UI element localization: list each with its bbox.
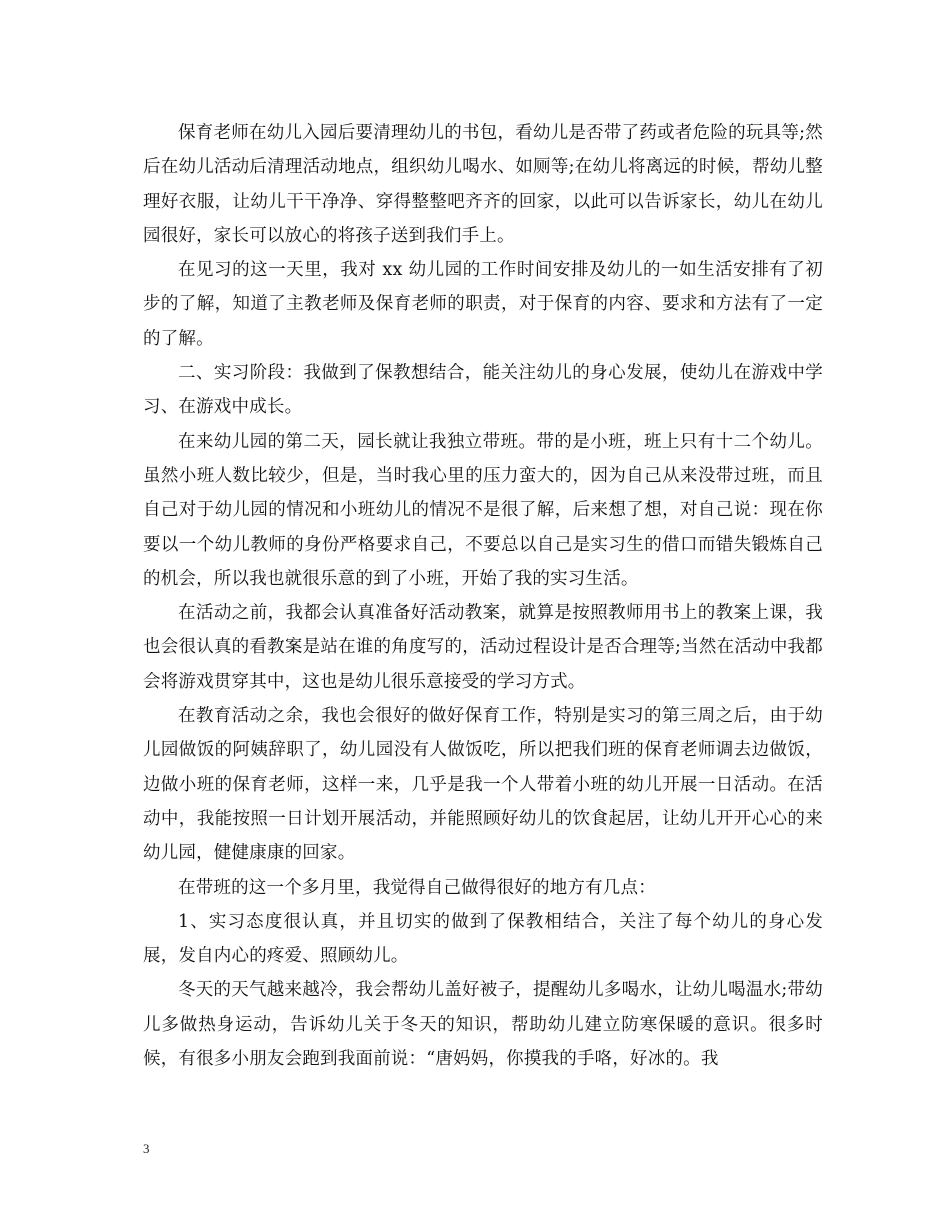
paragraph-1: 保育老师在幼儿入园后要清理幼儿的书包，看幼儿是否带了药或者危险的玩具等;然后在幼儿活动后清理活动地点，组织幼儿喝水、如厕等;在幼儿将离远的时候，帮幼儿整理好衣服，让幼儿干干净净、穿得整整吧齐齐的回家，以此可以告诉家长，幼儿在幼儿园很好，家长可以放心的将孩子送到我们手上。 (143, 123, 823, 246)
paragraph-7: 在带班的这一个多月里，我觉得自己做得很好的地方有几点： (178, 877, 656, 898)
paragraph-8: 1、实习态度很认真，并且切实的做到了保教相结合，关注了每个幼儿的身心发展，发自内心的疼爱、照顾幼儿。 (143, 911, 823, 967)
paragraph-3: 二、实习阶段：我做到了保教想结合，能关注幼儿的身心发展，使幼儿在游戏中学习、在游戏中成长。 (143, 363, 823, 418)
paragraph-4: 在来幼儿园的第二天，园长就让我独立带班。带的是小班，班上只有十二个幼儿。虽然小班人数比较少，但是，当时我心里的压力蛮大的，因为自己从来没带过班，而且自己对于幼儿园的情况和小班幼儿的情况不是很了解，后来想了想，对自己说：现在你要以一个幼儿教师的身份严格要求自己，不要总以自己是实习生的借口而错失锻炼自己的机会，所以我也就很乐意的到了小班，开始了我的实习生活。 (143, 431, 823, 589)
paragraph-9: 冬天的天气越来越冷，我会帮幼儿盖好被子，提醒幼儿多喝水，让幼儿喝温水;带幼儿多做热身运动，告诉幼儿关于冬天的知识，帮助幼儿建立防寒保暖的意识。很多时候，有很多小朋友会跑到我面前说：“唐妈妈，你摸我的手咯，好冰的。我 (143, 980, 823, 1070)
document-body (143, 116, 823, 1076)
paragraph-6: 在教育活动之余，我也会很好的做好保育工作，特别是实习的第三周之后，由于幼儿园做饭的阿姨辞职了，幼儿园没有人做饭吃，所以把我们班的保育老师调去边做饭，边做小班的保育老师，这样一来，几乎是我一个人带着小班的幼儿开展一日活动。在活动中，我能按照一日计划开展活动，并能照顾好幼儿的饮食起居，让幼儿开开心心的来幼儿园，健健康康的回家。 (143, 706, 823, 864)
paragraph-5: 在活动之前，我都会认真准备好活动教案，就算是按照教师用书上的教案上课，我也会很认真的看教案是站在谁的角度写的，活动过程设计是否合理等;当然在活动中我都会将游戏贯穿其中，这也是幼儿很乐意接受的学习方式。 (143, 603, 823, 692)
paragraph-2: 在见习的这一天里，我对 xx 幼儿园的工作时间安排及幼儿的一如生活安排有了初步的了解，知道了主教老师及保育老师的职责，对于保育的内容、要求和方法有了一定的了解。 (143, 260, 823, 349)
page-number: 3 (143, 1141, 150, 1156)
